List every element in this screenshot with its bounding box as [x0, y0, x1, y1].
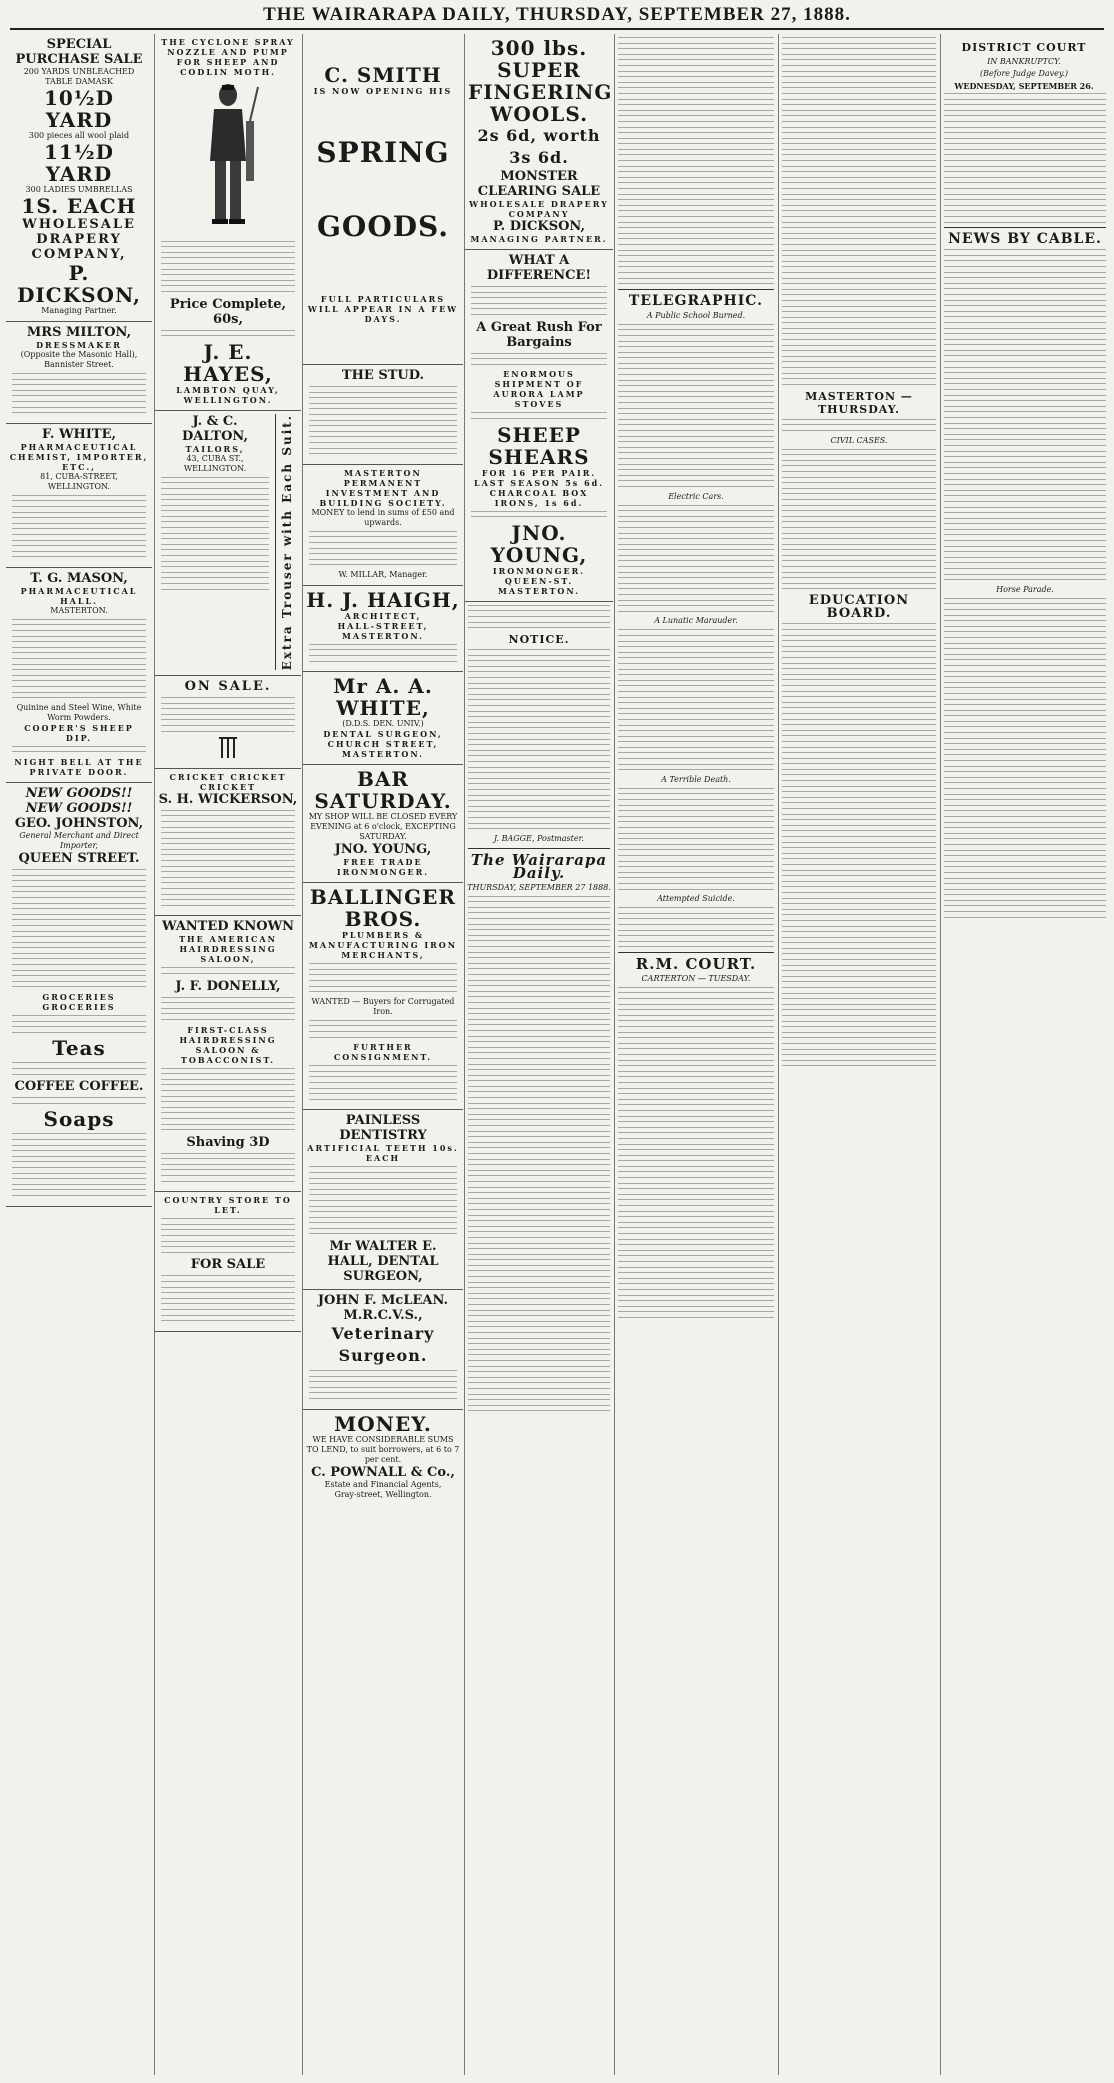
column-4: [464, 34, 613, 2075]
education-board-title: EDUCATION BOARD.: [808, 593, 910, 622]
painless-title: PAINLESS DENTISTRY: [339, 1113, 427, 1144]
text-block: [12, 1097, 146, 1104]
hayes-address: LAMBTON QUAY, WELLINGTON.: [176, 384, 280, 405]
electric-cars-heading: Electric Cars.: [668, 491, 724, 501]
telegraphic-title: TELEGRAPHIC.: [628, 292, 764, 309]
judge-line: (Before Judge Davey.): [979, 69, 1069, 78]
text-block: [12, 869, 146, 987]
text-block: [161, 1068, 295, 1131]
text-block: [309, 1065, 457, 1100]
trouser-banner: [275, 414, 298, 670]
wholesale-drapery: WHOLESALE DRAPERY COMPANY: [469, 199, 609, 219]
mason-role: PHARMACEUTICAL HALL.: [20, 585, 138, 606]
bar-title: BAR SATURDAY.: [314, 767, 452, 814]
text-block: [471, 286, 607, 315]
text-block: [161, 997, 295, 1020]
fingering-title: 300 lbs. SUPER FINGERING WOOLS.: [468, 36, 613, 126]
soaps-line: Soaps: [43, 1107, 115, 1132]
text-block: [618, 907, 774, 947]
text-block: [12, 1015, 146, 1033]
divider: [468, 848, 610, 849]
text-block: [468, 605, 610, 628]
hairdresser-ad: [155, 916, 301, 1192]
district-court-block: [941, 36, 1107, 93]
cyclone-ad: [155, 34, 301, 411]
fingering-price: 2s 6d, worth 3s 6d.: [477, 126, 601, 167]
lunatic-heading: A Lunatic Marauder.: [654, 616, 738, 626]
society-money: MONEY to lend in sums of £50 and upwards.: [311, 507, 455, 527]
pownall-name: C. POWNALL & Co.,: [311, 1464, 455, 1480]
text-block: [309, 963, 457, 992]
dalton-ad: [155, 411, 301, 676]
teas-line: Teas: [52, 1036, 106, 1061]
carterton-heading: CARTERTON — TUESDAY.: [641, 973, 751, 983]
hayes-name: J. E. HAYES,: [183, 339, 273, 386]
horse-parade: Horse Parade.: [996, 584, 1054, 594]
text-block: [161, 330, 295, 337]
text-block: [161, 1218, 295, 1253]
stud-title: THE STUD.: [341, 368, 425, 383]
text-block: [12, 619, 146, 698]
column-6: [778, 34, 939, 2075]
on-sale-title: ON SALE.: [184, 678, 272, 694]
text-block: [618, 324, 774, 487]
stud-ad: [303, 365, 463, 465]
night-bell-line: NIGHT BELL AT THE PRIVATE DOOR.: [14, 756, 144, 777]
text-block: [618, 505, 774, 612]
milton-role: DRESSMAKER: [36, 340, 122, 350]
text-block: [161, 810, 295, 906]
sale-sub: 200 YARDS UNBLEACHED TABLE DAMASK: [23, 67, 135, 86]
postmaster: J. BAGGE, Postmaster.: [493, 833, 585, 843]
divider: [618, 952, 774, 953]
news-by-cable-title: NEWS BY CABLE.: [948, 231, 1102, 248]
hall-dental: Mr WALTER E. HALL, DENTAL SURGEON,: [327, 1239, 439, 1285]
johnston-role: General Merchant and Direct Importer,: [19, 830, 139, 850]
vet-title: Veterinary Surgeon.: [331, 1324, 435, 1366]
country-store-ad: [155, 1192, 301, 1332]
haigh-ad: [303, 586, 463, 672]
milton-address: (Opposite the Masonic Hall), Bannister Street.: [20, 350, 138, 369]
white-address: 81, CUBA-STREET, WELLINGTON.: [40, 471, 118, 491]
dickson-name: P. DICKSON,: [493, 219, 585, 234]
divider: [618, 289, 774, 290]
wickerson-ad: [155, 769, 301, 917]
text-block: [468, 649, 610, 829]
notice-title: NOTICE.: [508, 633, 570, 647]
text-block: [161, 697, 295, 732]
white-role: PHARMACEUTICAL CHEMIST, IMPORTER, ETC.,: [9, 441, 149, 472]
text-block: [471, 511, 607, 518]
text-block: [12, 373, 146, 413]
text-block: [782, 37, 936, 385]
mason-ad: [6, 568, 152, 783]
johnston-street: QUEEN STREET.: [18, 850, 140, 866]
text-block: [618, 37, 774, 284]
building-society-ad: [303, 465, 463, 586]
text-block: [309, 644, 457, 662]
mason-name: T. G. MASON,: [30, 570, 128, 586]
price-1: 10½D YARD: [43, 86, 115, 132]
special-sale-ad: [6, 34, 152, 322]
saloon-line: THE AMERICAN HAIRDRESSING SALOON,: [179, 934, 277, 965]
charcoal-irons: CHARCOAL BOX IRONS, 1s 6d.: [489, 487, 589, 508]
text-block: [161, 967, 295, 974]
ballinger-name: BALLINGER BROS.: [309, 885, 457, 932]
store-name: WHOLESALE DRAPERY COMPANY,: [22, 217, 136, 262]
dalton-role: TAILORS,: [185, 443, 245, 454]
money-ad: [303, 1410, 463, 1505]
mclean-ad: [303, 1290, 463, 1410]
cooper-line: COOPER'S SHEEP DIP.: [24, 722, 134, 743]
johnston-name: GEO. JOHNSTON,: [14, 815, 144, 831]
dental-white-role: DENTAL SURGEON,: [323, 729, 443, 740]
court-date: WEDNESDAY, SEPTEMBER 26.: [954, 81, 1094, 91]
text-block: [782, 623, 936, 1066]
rush-line: A Great Rush For Bargains: [476, 319, 602, 350]
text-block: [309, 1166, 457, 1234]
spring-word: SPRING: [316, 136, 450, 169]
hairdresser-line: FIRST-CLASS HAIRDRESSING SALOON & TOBACCONIST.: [179, 1024, 277, 1065]
dalton-address: 43, CUBA ST., WELLINGTON.: [183, 453, 247, 473]
text-block: [309, 531, 457, 566]
text-block: [618, 987, 774, 1318]
sheep-shears: SHEEP SHEARS: [488, 422, 590, 469]
text-block: [944, 249, 1106, 580]
further-consignment: FURTHER CONSIGNMENT.: [333, 1042, 433, 1063]
text-block: [309, 1370, 457, 1399]
text-block: [161, 1153, 295, 1182]
quinine-line: Quinine and Steel Wine, White Worm Powders.: [16, 702, 142, 722]
column-5: [614, 34, 777, 2075]
text-block: [161, 1275, 295, 1321]
dalton-name: J. & C. DALTON,: [181, 413, 248, 444]
column-1: [6, 34, 152, 2075]
sale-line-2: 300 pieces all wool plaid: [28, 131, 130, 140]
civil-cases: CIVIL CASES.: [830, 435, 888, 445]
dental-white-name: Mr A. A. WHITE,: [333, 674, 433, 721]
column-7: [940, 34, 1109, 2075]
smith-ad: [303, 34, 463, 365]
pownall-role: Estate and Financial Agents,: [324, 1479, 442, 1489]
text-block: [161, 241, 295, 292]
district-court-title: DISTRICT COURT: [961, 41, 1087, 54]
ballinger-ad: [303, 883, 463, 1110]
wanted-known: WANTED KNOWN: [161, 919, 295, 935]
text-block: [618, 629, 774, 770]
artificial-teeth: ARTIFICIAL TEETH 10s. EACH: [307, 1143, 459, 1164]
text-block: [12, 1133, 146, 1196]
text-block: [309, 1020, 457, 1038]
price-from: Price Complete, 60s,: [169, 296, 287, 327]
wickerson-name: S. H. WICKERSON,: [158, 791, 298, 807]
young-ironmonger-ad: [465, 250, 613, 602]
suicide-heading: Attempted Suicide.: [657, 894, 735, 904]
monster-sale: MONSTER CLEARING SALE: [477, 169, 601, 199]
ballinger-wanted: WANTED — Buyers for Corrugated Iron.: [311, 996, 455, 1016]
difference-line: WHAT A DIFFERENCE!: [486, 253, 592, 283]
text-block: [471, 412, 607, 419]
text-block: [12, 495, 146, 558]
coffee-line: COFFEE COFFEE.: [14, 1079, 144, 1095]
painless-dentistry-ad: [303, 1110, 463, 1290]
column-2: [154, 34, 301, 2075]
white-name: F. WHITE,: [41, 426, 117, 442]
haigh-name: H. J. HAIGH,: [306, 587, 460, 612]
dickson-role: MANAGING PARTNER.: [470, 234, 608, 244]
text-block: [12, 746, 146, 753]
milton-ad: [6, 322, 152, 424]
masterton-thursday: MASTERTON — THURSDAY.: [805, 389, 913, 416]
white-dental-ad: [303, 672, 463, 765]
masthead-title: THE WAIRARAPA DAILY, THURSDAY, SEPTEMBER 27, 1888.: [10, 2, 1104, 30]
dalton-main: [158, 414, 272, 670]
enormous-line: ENORMOUS SHIPMENT OF AURORA LAMP STOVES: [493, 369, 585, 410]
price-2: 11½D YARD: [43, 140, 115, 186]
pownall-address: Gray-street, Wellington.: [334, 1489, 432, 1499]
sale-line-3: 300 LADIES UMBRELLAS: [25, 185, 133, 194]
haigh-address: HALL-STREET, MASTERTON.: [337, 620, 429, 641]
mason-place: MASTERTON.: [50, 605, 108, 615]
terrible-death-heading: A Terrible Death.: [661, 774, 731, 784]
society-title: MASTERTON PERMANENT INVESTMENT AND BUILDING SOCIETY.: [319, 467, 447, 508]
society-manager: W. MILLAR, Manager.: [338, 569, 428, 579]
white-ad: [6, 424, 152, 568]
bar-text: MY SHOP WILL BE CLOSED EVERY EVENING at 6 o'clock, EXCEPTING SATURDAY.: [308, 812, 458, 842]
rm-court-title: R.M. COURT.: [635, 954, 757, 973]
store-owner: P. DICKSON,: [17, 261, 141, 307]
text-block: [309, 386, 457, 454]
ironmonger-role: IRONMONGER.: [492, 565, 586, 576]
trouser-banner-text: Extra Trouser with Each Suit.: [279, 413, 294, 670]
column-3: [302, 34, 463, 2075]
milton-name: MRS MILTON,: [26, 325, 132, 340]
shaving-line: Shaving 3D: [186, 1134, 270, 1150]
new-goods: NEW GOODS!! NEW GOODS!!: [25, 785, 133, 816]
text-block: [161, 477, 269, 590]
for-sale-title: FOR SALE: [190, 1257, 266, 1273]
smith-name: C. SMITH: [324, 63, 442, 87]
divider: [944, 227, 1106, 228]
bar-saturday-ad: [303, 765, 463, 883]
young-name: JNO. YOUNG,: [334, 842, 432, 858]
wicket-illustration: [208, 736, 248, 760]
shears-price: FOR 16 PER PAIR.: [481, 467, 597, 478]
price-3: 1S. EACH: [21, 194, 137, 218]
young-role: FREE TRADE IRONMONGER.: [336, 857, 430, 878]
dental-white-degree: (D.D.S. DEN. UNIV.): [342, 719, 424, 729]
cyclone-title: THE CYCLONE SPRAY NOZZLE AND PUMP FOR SHEEP AND CODLIN MOTH.: [161, 37, 295, 77]
on-sale-ad: [155, 676, 301, 769]
text-block: [468, 896, 610, 1412]
store-role: Managing Partner.: [41, 306, 117, 315]
money-title: MONEY.: [334, 1411, 432, 1436]
groceries-line: GROCERIES GROCERIES: [42, 992, 116, 1013]
text-block: [12, 1062, 146, 1074]
ballinger-role: PLUMBERS & MANUFACTURING IRON MERCHANTS,: [308, 930, 458, 961]
money-text: WE HAVE CONSIDERABLE SUMS TO LEND, to suit borrowers, at 6 to 7 per cent.: [306, 1434, 460, 1464]
in-bankruptcy: IN BANKRUPTCY.: [987, 57, 1061, 66]
last-season: LAST SEASON 5s 6d.: [473, 477, 605, 488]
smith-is: IS NOW OPENING HIS: [313, 86, 453, 96]
dental-white-address: CHURCH STREET, MASTERTON.: [327, 739, 439, 760]
text-block: [944, 598, 1106, 918]
haigh-role: ARCHITECT,: [344, 610, 422, 621]
goods-word: GOODS.: [317, 210, 449, 243]
johnston-ad: [6, 783, 152, 1207]
text-block: [618, 788, 774, 890]
paper-title: The Wairarapa Daily.: [470, 850, 608, 882]
text-block: [471, 353, 607, 365]
mclean-name: JOHN F. McLEAN. M.R.C.V.S.,: [317, 1293, 449, 1324]
man-with-pump-illustration: [188, 81, 268, 231]
particulars: FULL PARTICULARS WILL APPEAR IN A FEW DAYS.: [307, 294, 459, 324]
sale-title: SPECIAL PURCHASE SALE: [15, 37, 143, 67]
paper-date: THURSDAY, SEPTEMBER 27 1888.: [467, 882, 611, 892]
queen-street: QUEEN-ST. MASTERTON.: [498, 575, 580, 596]
text-block: [782, 449, 936, 590]
donelly-name: J. F. DONELLY,: [175, 978, 281, 994]
country-store-title: COUNTRY STORE TO LET.: [164, 1195, 292, 1216]
fingering-wool-ad: [465, 34, 613, 250]
cricket-line: CRICKET CRICKET CRICKET: [169, 771, 287, 792]
public-school-heading: A Public School Burned.: [646, 310, 746, 320]
jno-young-name: JNO. YOUNG,: [490, 520, 588, 567]
text-block: [782, 419, 936, 431]
